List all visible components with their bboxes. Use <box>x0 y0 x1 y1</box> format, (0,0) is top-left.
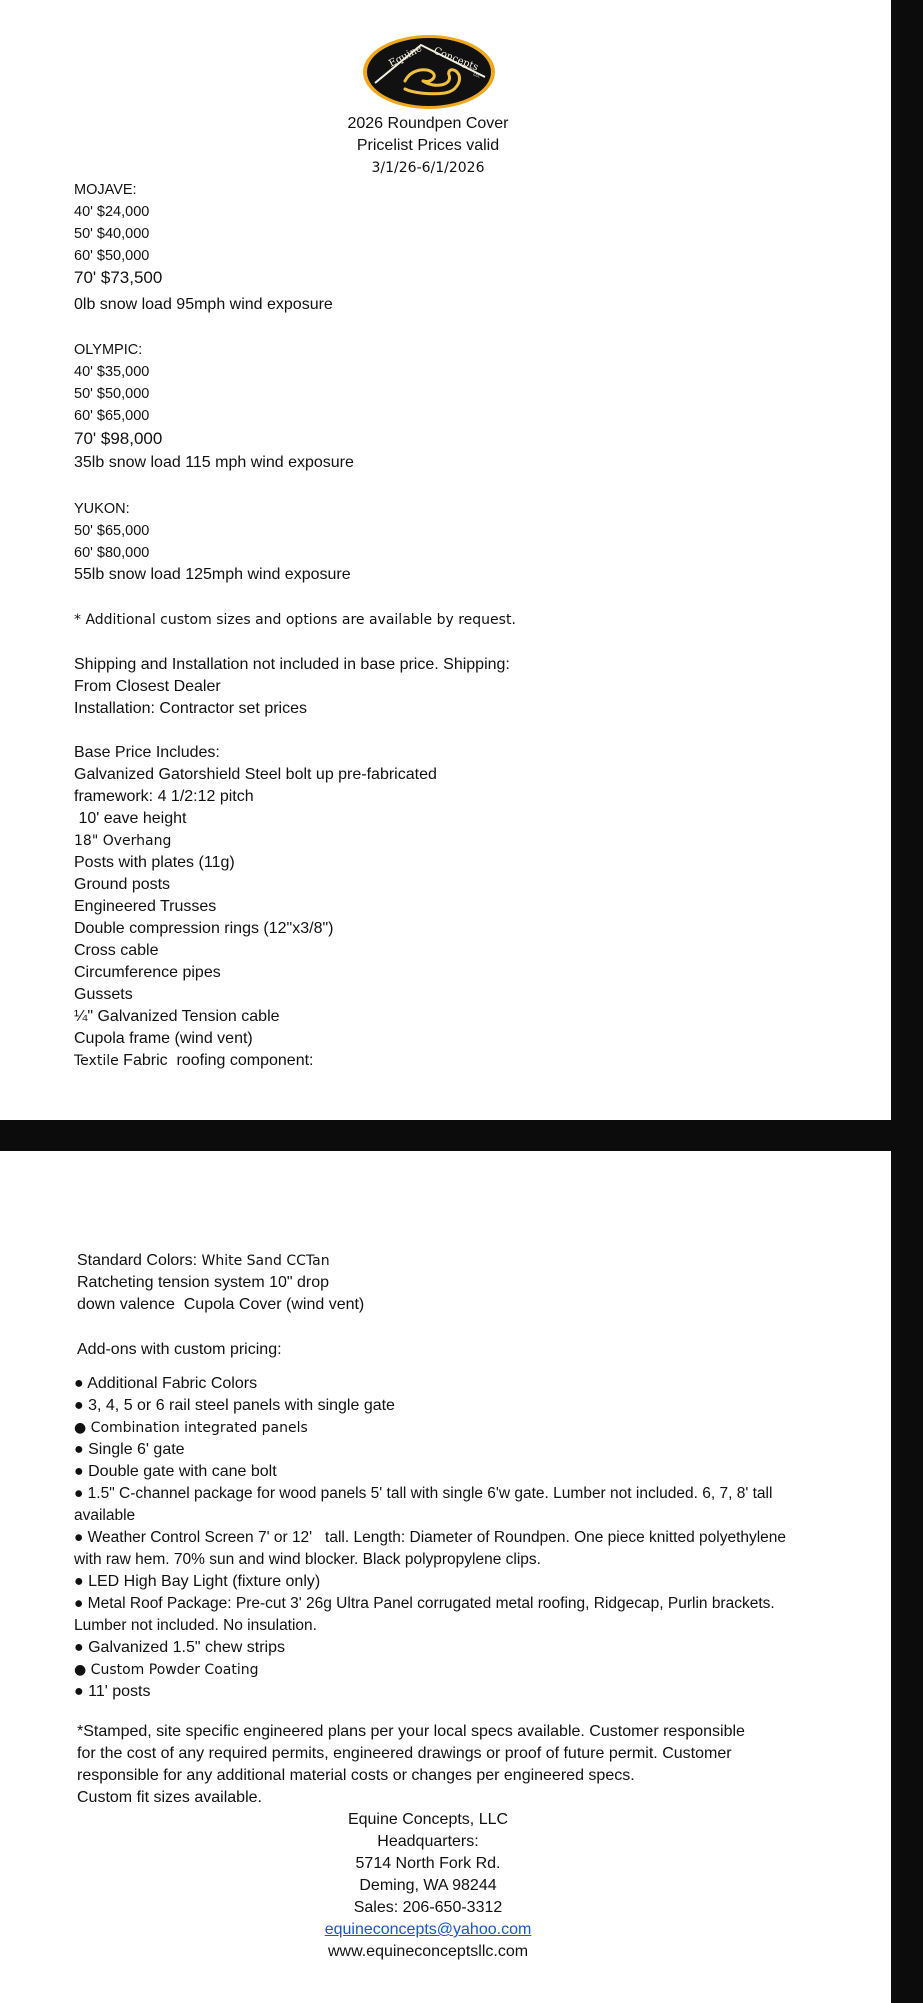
olympic-price-70: 70' $98,000 <box>74 429 163 448</box>
shipping-line-2: From Closest Dealer <box>74 678 221 695</box>
base-item-fabric <box>74 1051 313 1071</box>
addon-fabric-colors: ● Additional Fabric Colors <box>74 1375 258 1392</box>
footer-city: Deming, WA 98244 <box>359 1877 497 1894</box>
yukon-price-60: 60' $80,000 <box>74 545 150 561</box>
base-item-eave: 10' eave height <box>74 810 187 827</box>
stamped-line-2: for the cost of any required permits, engineered drawings or proof of future permit. Customer <box>77 1745 732 1762</box>
mojave-price-60: 60' $50,000 <box>74 248 150 264</box>
standard-colors-line <box>77 1251 330 1271</box>
stamped-line-4: Custom fit sizes available. <box>77 1789 262 1806</box>
addon-combination-panels: ● Combination integrated panels <box>74 1420 308 1436</box>
addon-c-channel: ● 1.5" C-channel package for wood panels 5' tall with single 6'w gate. Lumber not included. 6, 7, 8' tall <box>74 1485 773 1502</box>
addon-c-channel-cont: available <box>74 1507 136 1524</box>
olympic-price-40: 40' $35,000 <box>74 364 150 380</box>
logo-text-concepts: Concepts <box>431 45 480 74</box>
yukon-rating: 55lb snow load 125mph wind exposure <box>74 566 351 583</box>
base-item-trusses: Engineered Trusses <box>74 898 217 915</box>
standard-colors-label: Standard Colors: <box>77 1252 202 1269</box>
footer-headquarters: Headquarters: <box>377 1833 479 1850</box>
equine-concepts-logo <box>361 33 497 111</box>
mojave-price-50: 50' $40,000 <box>74 226 150 242</box>
logo-text-llc: LLC <box>472 71 482 79</box>
addon-single-gate: ● Single 6' gate <box>74 1441 185 1458</box>
addon-weather-screen-cont: with raw hem. 70% sun and wind blocker. Black polypropylene clips. <box>74 1551 541 1568</box>
scroll-gutter <box>891 0 923 2003</box>
base-item-cupola: Cupola frame (wind vent) <box>74 1030 253 1047</box>
base-item-overhang: 18" Overhang <box>74 833 172 849</box>
addon-metal-roof: ● Metal Roof Package: Pre-cut 3' 26g Ultra Panel corrugated metal roofing, Ridgecap, Purlin brackets. <box>74 1595 775 1612</box>
addon-weather-screen: ● Weather Control Screen 7' or 12' tall. Length: Diameter of Roundpen. One piece knitted polyethylene <box>74 1529 787 1546</box>
base-price-heading: Base Price Includes: <box>74 744 220 761</box>
custom-sizes-note: * Additional custom sizes and options are available by request. <box>74 612 516 628</box>
mojave-heading: MOJAVE: <box>74 182 137 198</box>
addon-metal-roof-cont: Lumber not included. No insulation. <box>74 1617 317 1634</box>
document-page-2 <box>0 1151 891 2003</box>
base-item-ground-posts: Ground posts <box>74 876 171 893</box>
standard-colors-value: White Sand CCTan <box>201 1253 330 1269</box>
olympic-price-50: 50' $50,000 <box>74 386 150 402</box>
stamped-line-1: *Stamped, site specific engineered plans per your local specs available. Customer responsible <box>77 1723 745 1740</box>
olympic-price-60: 60' $65,000 <box>74 408 150 424</box>
addon-chew-strips: ● Galvanized 1.5" chew strips <box>74 1639 285 1656</box>
base-item-rings: Double compression rings (12"x3/8") <box>74 920 334 937</box>
doc-valid-dates: 3/1/26-6/1/2026 <box>371 160 485 176</box>
mojave-price-40: 40' $24,000 <box>74 204 150 220</box>
doc-subtitle: Pricelist Prices valid <box>356 137 500 154</box>
base-item-posts: Posts with plates (11g) <box>74 854 235 871</box>
shipping-line-1: Shipping and Installation not included in base price. Shipping: <box>74 656 510 673</box>
doc-title: 2026 Roundpen Cover <box>347 115 509 132</box>
base-item-pipes: Circumference pipes <box>74 964 221 981</box>
addon-led-light: ● LED High Bay Light (fixture only) <box>74 1573 321 1590</box>
addon-double-gate: ● Double gate with cane bolt <box>74 1463 277 1480</box>
fabric-word-textile: Textile <box>74 1053 119 1069</box>
base-item-gussets: Gussets <box>74 986 133 1003</box>
base-item-pitch: framework: 4 1/2:12 pitch <box>74 788 254 805</box>
base-item-cross-cable: Cross cable <box>74 942 159 959</box>
addon-11ft-posts: ● 11' posts <box>74 1683 151 1700</box>
base-item-framework: Galvanized Gatorshield Steel bolt up pre-fabricated <box>74 766 437 783</box>
footer-company: Equine Concepts, LLC <box>347 1811 509 1828</box>
installation-line: Installation: Contractor set prices <box>74 700 307 717</box>
olympic-rating: 35lb snow load 115 mph wind exposure <box>74 454 354 471</box>
fabric-roofing-text: Fabric roofing component: <box>118 1052 314 1069</box>
footer-website: www.equineconceptsllc.com <box>327 1943 529 1960</box>
yukon-price-50: 50' $65,000 <box>74 523 150 539</box>
footer-sales-phone: Sales: 206-650-3312 <box>353 1899 503 1916</box>
stamped-line-3: responsible for any additional material costs or changes per engineered specs. <box>77 1767 635 1784</box>
mojave-price-70: 70' $73,500 <box>74 268 163 287</box>
base-item-tension-cable: ¼" Galvanized Tension cable <box>74 1008 280 1025</box>
footer-email-link[interactable]: equineconcepts@yahoo.com <box>324 1921 532 1938</box>
addon-powder-coating: ● Custom Powder Coating <box>74 1662 259 1678</box>
olympic-heading: OLYMPIC: <box>74 342 143 358</box>
ratchet-line-1: Ratcheting tension system 10" drop <box>77 1274 330 1291</box>
footer-street: 5714 North Fork Rd. <box>355 1855 501 1872</box>
addon-rail-panels: ● 3, 4, 5 or 6 rail steel panels with single gate <box>74 1397 395 1414</box>
logo-text-equine: Equine <box>387 43 424 70</box>
ratchet-line-2: down valence Cupola Cover (wind vent) <box>77 1296 365 1313</box>
addons-heading: Add-ons with custom pricing: <box>77 1341 282 1358</box>
mojave-rating: 0lb snow load 95mph wind exposure <box>74 296 333 313</box>
yukon-heading: YUKON: <box>74 501 130 517</box>
